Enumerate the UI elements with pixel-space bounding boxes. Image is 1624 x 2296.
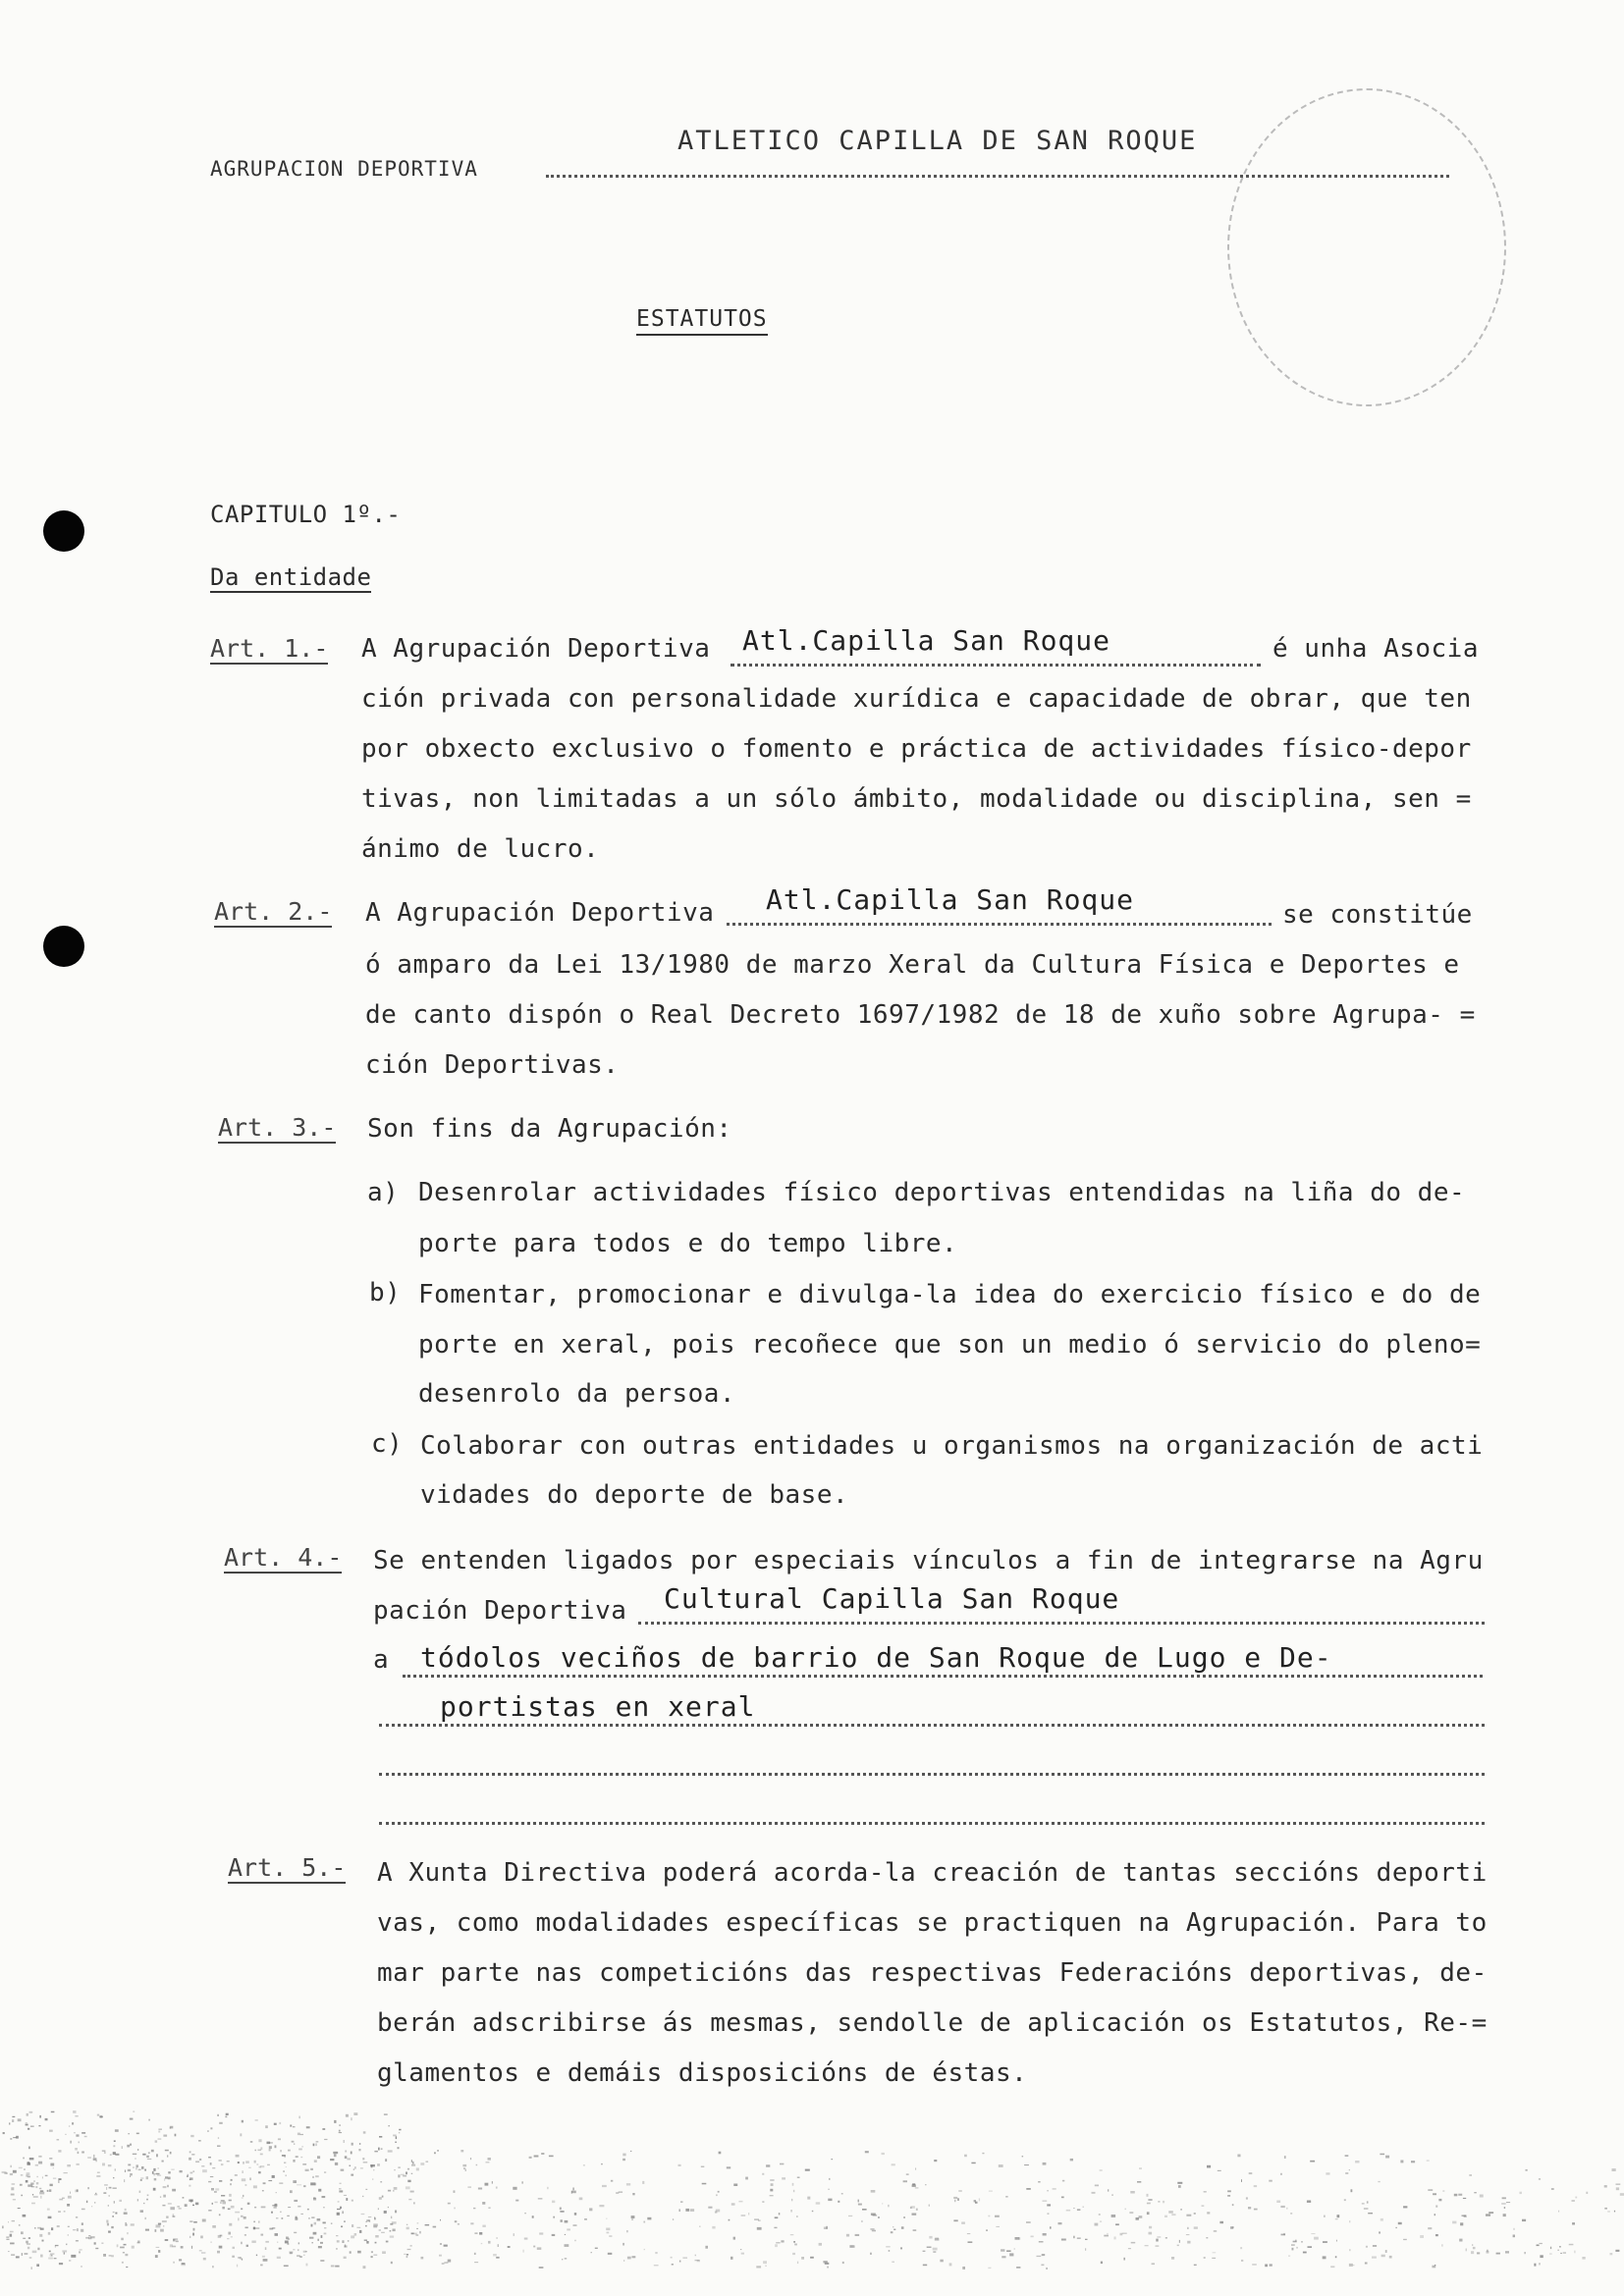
article-2-fill-line [727, 923, 1272, 926]
article-1-line: tivas, non limitadas a un sólo ámbito, modalidade ou disciplina, sen = [361, 784, 1472, 814]
article-5-line: vas, como modalidades específicas se practiquen na Agrupación. Para to [377, 1908, 1488, 1938]
article-4-fill-line [379, 1724, 1485, 1727]
header-agrupacion-label: AGRUPACION DEPORTIVA [210, 157, 478, 181]
article-1-fill-line [731, 664, 1261, 667]
article-3-item-marker: c) [371, 1429, 404, 1459]
article-5-label: Art. 5.- [228, 1853, 347, 1882]
article-1-line: por obxecto exclusivo o fomento e práctica de actividades físico-depor [361, 734, 1472, 764]
article-3-item-marker: b) [369, 1278, 402, 1308]
document-title: ESTATUTOS [636, 306, 768, 336]
punch-hole-bottom [43, 926, 84, 967]
faint-stamp [1227, 88, 1506, 406]
article-4-handwritten-line-1: tódolos veciños de barrio de San Roque de Lugo e De- [420, 1641, 1332, 1674]
article-4-lead: Se entenden ligados por especiais vínculos a fin de integrarse na Agru [373, 1546, 1484, 1575]
article-3-item-line: vidades do deporte de base. [420, 1480, 849, 1510]
header-club-name: ATLETICO CAPILLA DE SAN ROQUE [677, 126, 1198, 156]
chapter-subtitle: Da entidade [210, 563, 372, 591]
article-3-item-line: porte en xeral, pois recoñece que son un medio ó servicio do pleno= [418, 1330, 1482, 1360]
article-4-a-prefix: a [373, 1645, 390, 1675]
article-4-fill-line [379, 1773, 1485, 1776]
chapter-label: CAPITULO 1º.- [210, 501, 402, 528]
article-2-tail: se constitúe [1282, 900, 1473, 930]
article-3-item-line: Fomentar, promocionar e divulga-la idea do exercicio físico e do de [418, 1280, 1482, 1309]
article-1-label: Art. 1.- [210, 634, 329, 663]
article-4-fill-line [379, 1822, 1485, 1825]
scan-noise-band [0, 2110, 1624, 2296]
article-1-handwritten-name: Atl.Capilla San Roque [742, 624, 1111, 657]
punch-hole-top [43, 510, 84, 552]
article-5-line: mar parte nas competicións das respectivas Federacións deportivas, de- [377, 1958, 1488, 1988]
article-3-label: Art. 3.- [218, 1113, 337, 1142]
article-3-item-line: Desenrolar actividades físico deportivas entendidas na liña do de- [418, 1178, 1466, 1207]
article-5-line: glamentos e demáis disposicións de éstas. [377, 2058, 1028, 2088]
article-1-line: ánimo de lucro. [361, 834, 600, 864]
article-1-lead: A Agrupación Deportiva [361, 634, 711, 664]
article-1-tail: é unha Asocia [1272, 634, 1479, 664]
article-4-fill-line [638, 1622, 1485, 1625]
article-3-lead: Son fins da Agrupación: [367, 1114, 732, 1144]
article-4-line2: pación Deportiva [373, 1596, 627, 1626]
article-3-item-line: porte para todos e do tempo libre. [418, 1229, 958, 1258]
article-3-item-line: Colaborar con outras entidades u organismos na organización de acti [420, 1431, 1484, 1461]
article-2-line: ó amparo da Lei 13/1980 de marzo Xeral da Cultura Física e Deportes e [365, 950, 1460, 980]
article-4-label: Art. 4.- [224, 1543, 343, 1572]
article-3-item-marker: a) [367, 1178, 400, 1207]
article-4-handwritten-line-2: portistas en xeral [440, 1690, 756, 1723]
article-2-lead: A Agrupación Deportiva [365, 898, 715, 928]
article-2-line: ción Deportivas. [365, 1050, 620, 1080]
article-2-label: Art. 2.- [214, 897, 333, 926]
article-4-fill-line [403, 1675, 1483, 1678]
article-5-line: A Xunta Directiva poderá acorda-la creación de tantas seccións deporti [377, 1858, 1488, 1888]
header-dotted-line [546, 175, 1449, 178]
article-5-line: berán adscribirse ás mesmas, sendolle de aplicación os Estatutos, Re-= [377, 2008, 1488, 2038]
article-3-item-line: desenrolo da persoa. [418, 1379, 736, 1409]
article-4-handwritten-name: Cultural Capilla San Roque [664, 1582, 1120, 1615]
article-2-handwritten-name: Atl.Capilla San Roque [766, 883, 1135, 916]
article-1-line: ción privada con personalidade xurídica e capacidade de obrar, que ten [361, 684, 1472, 714]
article-2-line: de canto dispón o Real Decreto 1697/1982 de 18 de xuño sobre Agrupa- = [365, 1000, 1476, 1030]
